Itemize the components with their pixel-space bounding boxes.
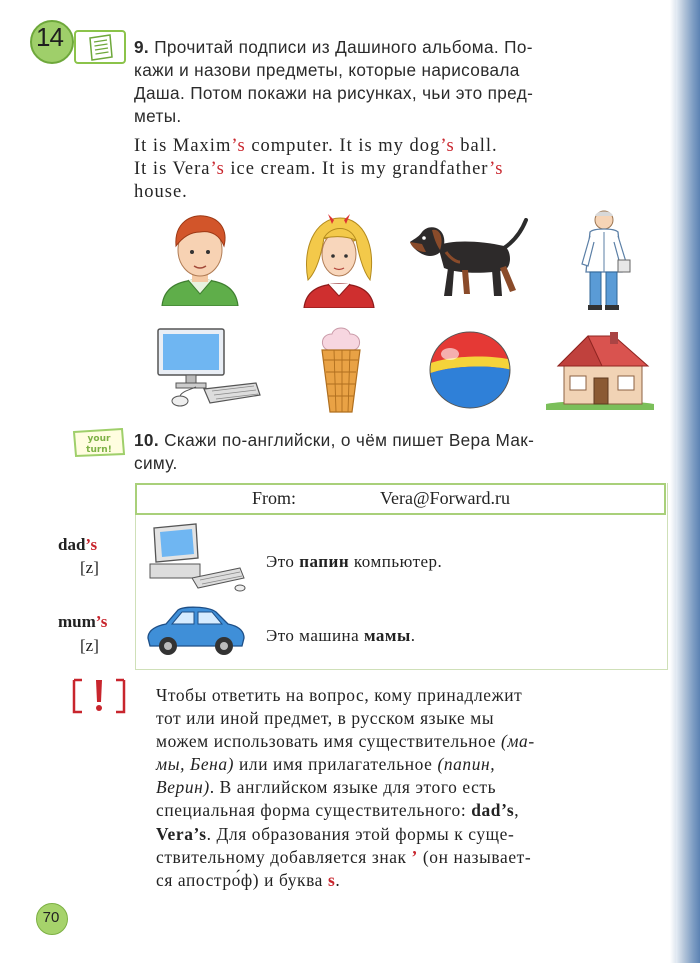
computer-small-illustration <box>144 522 248 592</box>
word-mums: mum’s <box>58 612 108 631</box>
exercise10-text: Скажи по-английски, о чём пишет Вера Мак- <box>164 430 535 450</box>
from-address: Vera@Forward.ru <box>380 488 511 508</box>
english-sentence-line2: It is Vera’s ice cream. It is my grandfather’s <box>134 159 504 179</box>
english-sentence-line3: house. <box>134 182 188 202</box>
exercise10-line2: симу. <box>134 453 178 473</box>
rule-line: мы, Бена) или имя прилагательное (папин, <box>156 754 496 775</box>
exclamation-icon <box>72 676 126 714</box>
rule-line: тот или иной предмет, в русском языке мы <box>156 708 495 729</box>
grammar-rule <box>156 684 668 892</box>
rule-line: можем использовать имя существительное (ма- <box>156 731 535 752</box>
ice-cream-illustration <box>314 324 368 414</box>
grandfather-doctor-illustration <box>580 208 632 312</box>
read-exercise-icon <box>74 30 126 64</box>
exercise9-text: Прочитай подписи из Дашиного альбома. По- <box>154 37 533 57</box>
rule-line: ся апостро́ф) и буква s. <box>156 869 341 890</box>
page-number: 70 <box>42 909 60 926</box>
boy-maxim-illustration <box>154 210 246 306</box>
your-turn-badge <box>72 428 126 458</box>
exercise10-number: 10. <box>134 430 159 450</box>
car-illustration <box>144 600 246 662</box>
rule-line: ствительному добавляется знак ’ (он называет- <box>156 846 532 867</box>
dog-illustration <box>408 218 532 300</box>
word-dads: dad’s <box>58 535 98 554</box>
rule-line: Vera’s. Для образования этой формы к суще- <box>156 823 515 844</box>
page-edge <box>676 0 700 963</box>
rule-line: Чтобы ответить на вопрос, кому принадлежит <box>156 685 523 705</box>
svg-text:turn!: turn! <box>86 445 112 455</box>
exercise9-line2: кажи и назови предметы, которые нарисовала <box>134 60 520 80</box>
girl-vera-illustration <box>298 210 380 308</box>
rule-line: Верин). В английском языке для этого есть <box>156 777 497 798</box>
exercise10-line1 <box>134 429 669 453</box>
mums-sentence: Это машина мамы. <box>266 626 416 645</box>
house-illustration <box>544 330 656 410</box>
from-label: From: <box>252 488 297 508</box>
rule-line: специальная форма существительного: dad’s, <box>156 800 520 821</box>
dads-sentence: Это папин компьютер. <box>266 552 443 571</box>
computer-illustration <box>152 325 262 411</box>
exercise9-line4: меты. <box>134 106 182 126</box>
exercise9-line3: Даша. Потом покажи на рисунках, чьи это пред- <box>134 83 534 103</box>
exercise9-number: 9. <box>134 37 150 57</box>
exercise9-line1 <box>134 36 669 60</box>
english-sentence-line1: It is Maxim’s computer. It is my dog’s ball. <box>134 136 498 156</box>
ball-illustration <box>428 330 512 410</box>
lesson-number: 14 <box>36 22 63 52</box>
svg-text:your: your <box>87 434 111 444</box>
dads-pronunciation: [z] <box>80 558 99 577</box>
mums-pronunciation: [z] <box>80 636 99 655</box>
